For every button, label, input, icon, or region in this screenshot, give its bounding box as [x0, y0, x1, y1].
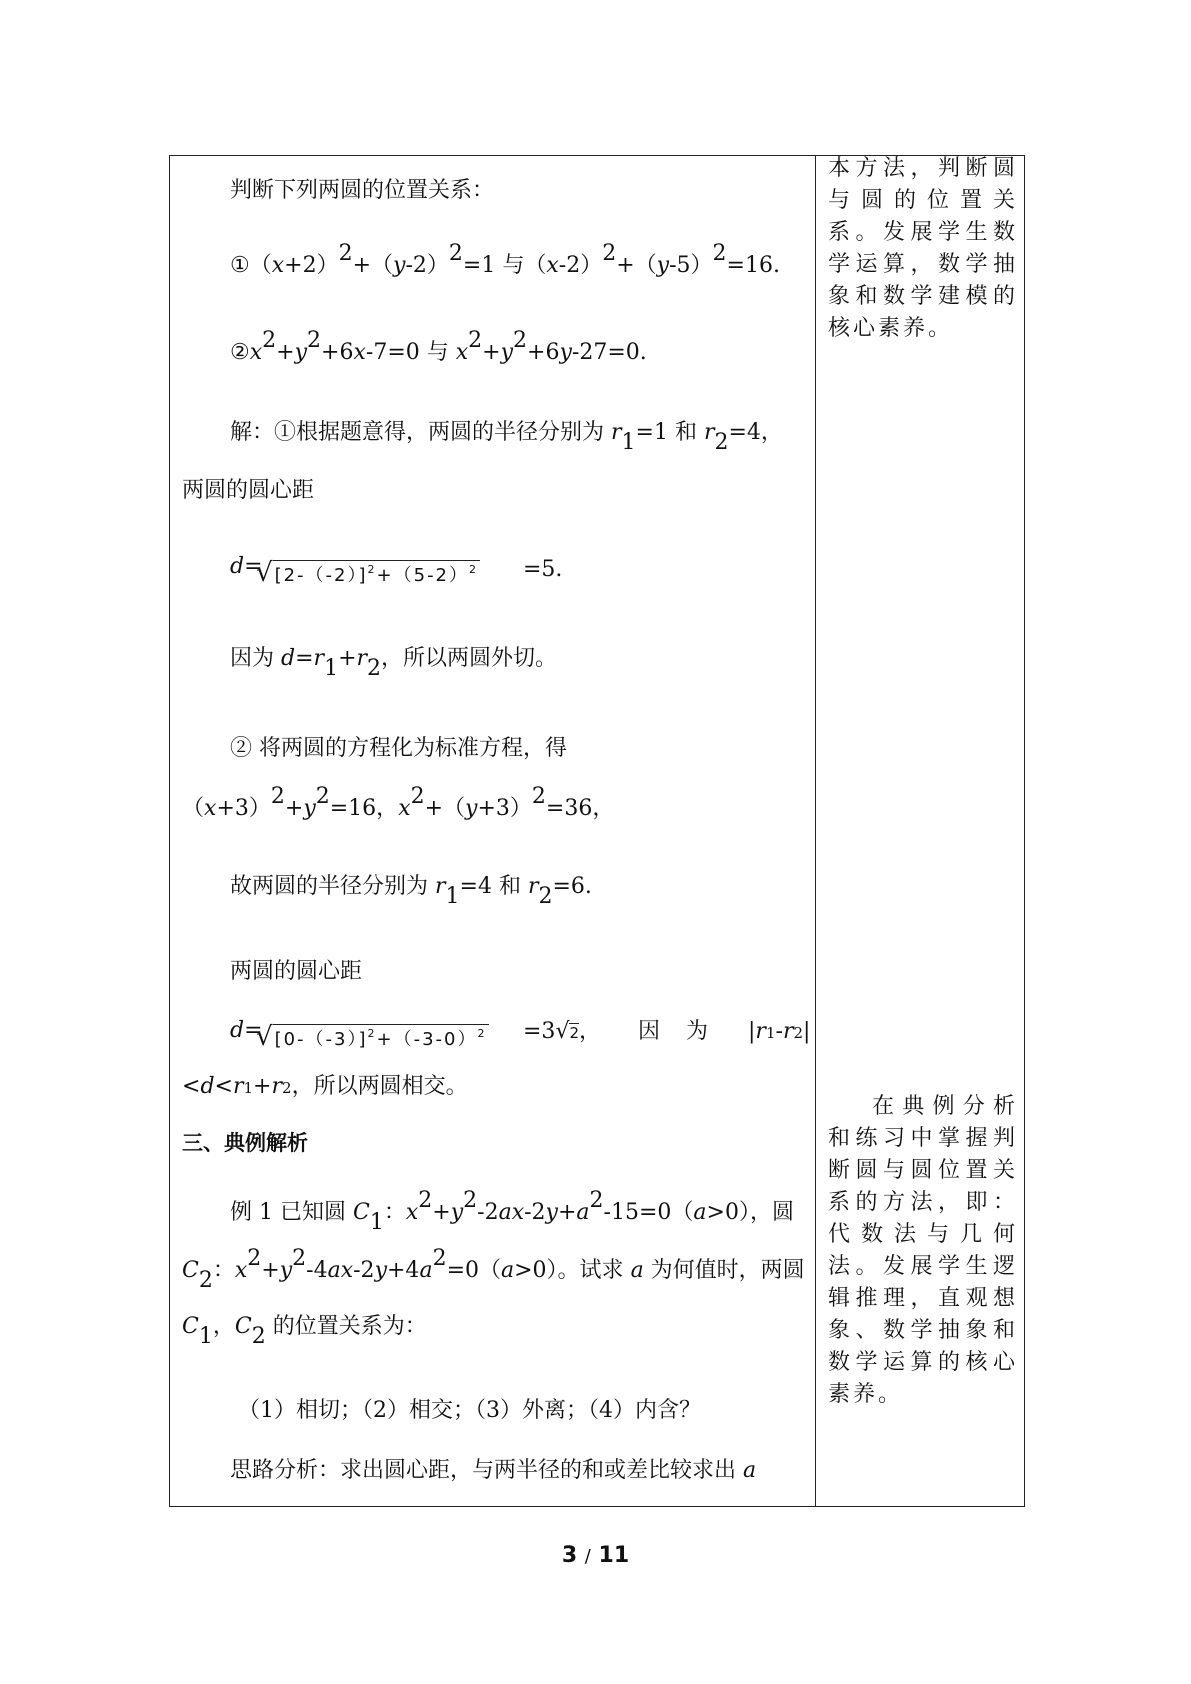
- radius-difference: |r1-r2|: [748, 1019, 811, 1044]
- equation-1: $①(x+2)^2+(y-2)^2=1$ 与$(x-2)^2+(y-5)^2=16$.: [230, 241, 780, 278]
- radii-line-2: 故两圆的半径分别为 $r_1=4$ 和 $r_2=6$.: [230, 874, 592, 909]
- distance-result-2: =3√2，: [523, 1019, 602, 1044]
- example-line-1: 例 1 已知圆 $C_1$：$x^2+y^2-2ax-2y+a^2-15=0(a>0)$，圆: [230, 1188, 794, 1235]
- because-word-2: 为: [686, 1019, 709, 1044]
- example-line-3: $C_1$，$C_2$ 的位置关系为：: [182, 1314, 427, 1349]
- standard-form-intro: ② 将两圆的方程化为标准方程，得: [230, 736, 567, 761]
- analysis-line: 思路分析：求出圆心距，与两半径的和或差比较求出 a: [230, 1458, 757, 1483]
- lesson-table: [169, 155, 1025, 1507]
- intersect-conclusion: <d<r1+r2，所以两圆相交。: [182, 1074, 468, 1099]
- page-number: 3 / 11: [561, 1543, 630, 1568]
- equation-2: $②x^2+y^2+6x-7=0$ 与 $x^2+y^2+6y-27=0$.: [230, 328, 647, 365]
- sqrt-expression-2: √ $[0-(-3)]^2+(-3-0)^2$: [256, 1022, 487, 1052]
- side-note-2: 在典例分析和练习中掌握判断圆与圆位置关系的方法，即：代数法与几何法。发展学生逻辑推理，直观想象、数学抽象和数学运算的核心素养。: [828, 1094, 1018, 1407]
- tangent-conclusion: 因为 $d=r_1+r_2$，所以两圆外切。: [230, 646, 558, 681]
- center-distance-label-2: 两圆的圆心距: [230, 959, 363, 984]
- side-note-1: 本方法，判断圆与圆的位置关系。发展学生数学运算，数学抽象和数学建模的核心素养。: [828, 156, 1018, 341]
- example-line-2: $C_2$：$x^2+y^2-4ax-2y+4a^2=0(a>0)$。试求 a 为何值时，两圆: [182, 1246, 805, 1293]
- distance-result-1: =5.: [523, 557, 563, 582]
- center-distance-label: 两圆的圆心距: [182, 478, 315, 503]
- solution-line-1: 解：①根据题意得，两圆的半径分别为 $r_1=1$ 和 $r_2=4$，: [230, 420, 783, 455]
- distance-formula-1: d=: [230, 554, 263, 579]
- main-column: [170, 156, 815, 1506]
- standard-form-equations: $(x+3)^2+y^2=16$，$x^2+(y+3)^2=36$，: [182, 784, 615, 821]
- sqrt-expression-1: √ $[2-(-2)]^2+(5-2)^2$: [256, 558, 479, 588]
- section-heading: 三、典例解析: [182, 1131, 308, 1155]
- exercise-prompt: 判断下列两圆的位置关系：: [230, 178, 495, 203]
- example-questions: （1）相切；（2）相交；（3）外离；（4）内含？: [238, 1398, 701, 1423]
- side-column: [816, 156, 1026, 1506]
- because-word-1: 因: [638, 1019, 661, 1044]
- distance-formula-2: d=: [230, 1018, 263, 1043]
